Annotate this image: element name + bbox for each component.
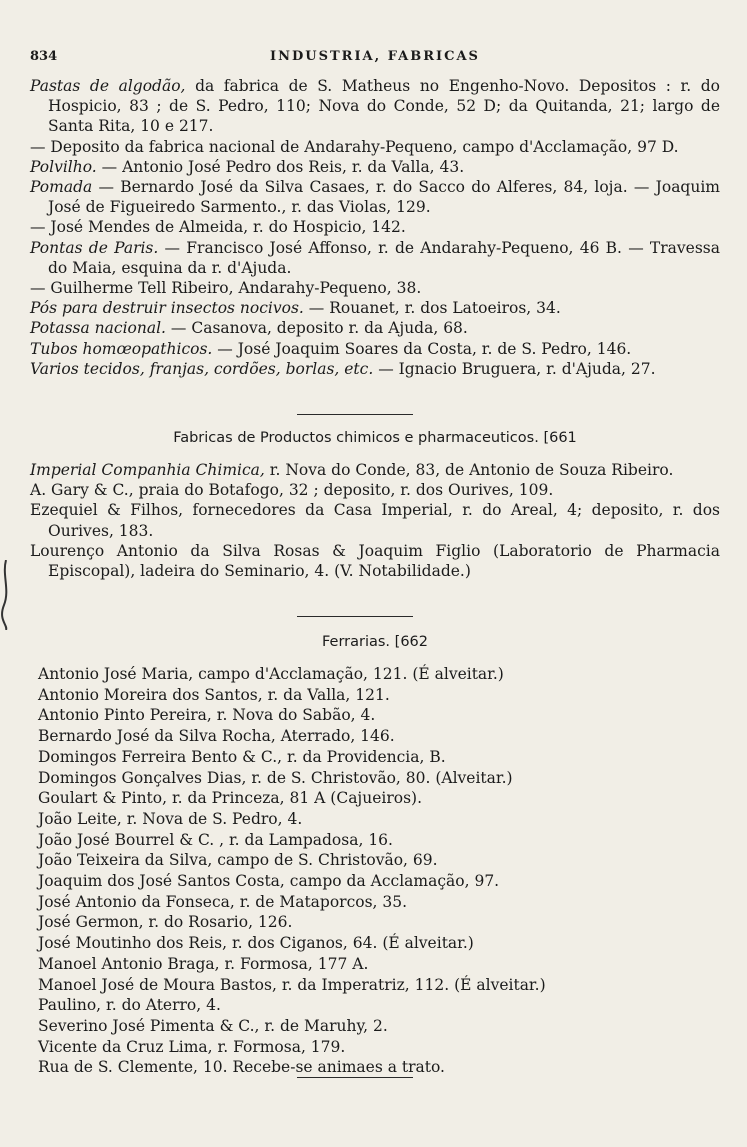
list-item: Bernardo José da Silva Rocha, Aterrado, 146. bbox=[38, 727, 395, 746]
entry-text: — Ignacio Bruguera, r. d'Ajuda, 27. bbox=[373, 359, 656, 378]
entry-text: — José Mendes de Almeida, r. do Hospicio, 142. bbox=[30, 218, 406, 237]
page-number: 834 bbox=[30, 49, 58, 64]
entry-text: — Guilherme Tell Ribeiro, Andarahy-Pequeno, 38. bbox=[30, 279, 422, 298]
running-head bbox=[30, 49, 720, 69]
entry-heading: Polvilho. bbox=[30, 157, 97, 176]
section-divider bbox=[297, 414, 413, 415]
list-item bbox=[30, 480, 720, 500]
list-item bbox=[30, 298, 720, 318]
entry-heading: Pontas de Paris. bbox=[30, 238, 159, 257]
list-item: Antonio Moreira dos Santos, r. da Valla, 121. bbox=[38, 685, 390, 704]
list-item: Vicente da Cruz Lima, r. Formosa, 179. bbox=[38, 1037, 346, 1056]
section-chemical-factories-list bbox=[30, 460, 720, 581]
list-item: Domingos Gonçalves Dias, r. de S. Christovão, 80. (Alveitar.) bbox=[38, 768, 513, 787]
entry-text: — Casanova, deposito r. da Ajuda, 68. bbox=[165, 319, 468, 338]
entry-text: — Deposito da fabrica nacional de Andarahy-Pequeno, campo d'Acclamação, 97 D. bbox=[30, 137, 679, 156]
entry-text: — José Joaquim Soares da Costa, r. de S. Pedro, 146. bbox=[212, 339, 632, 358]
list-item: João Leite, r. Nova de S. Pedro, 4. bbox=[38, 809, 303, 828]
list-item: Antonio Pinto Pereira, r. Nova do Sabão, 4. bbox=[38, 706, 376, 725]
section-divider bbox=[297, 1077, 413, 1078]
list-item: Severino José Pimenta & C., r. de Maruhy, 2. bbox=[38, 1016, 388, 1035]
list-item: Paulino, r. do Aterro, 4. bbox=[38, 996, 221, 1015]
entry-text: da fabrica de S. Matheus no Engenho-Novo. Depositos : r. do Hospicio, 83 ; de S. Pedro, 110; Nova do Conde, 52 D; da Quitanda, 21; largo de Santa Rita, 10 e 217. bbox=[48, 77, 720, 136]
section-title-text: Fabricas de Productos chimicos e pharmaceuticos. bbox=[173, 430, 539, 446]
list-item: Manoel Antonio Braga, r. Formosa, 177 A. bbox=[38, 954, 369, 973]
list-item bbox=[30, 238, 720, 278]
list-item bbox=[30, 460, 720, 480]
list-item bbox=[30, 541, 720, 581]
list-item bbox=[30, 137, 720, 157]
entry-text: — Rouanet, r. dos Latoeiros, 34. bbox=[303, 299, 561, 318]
list-item: José Antonio da Fonseca, r. de Mataporcos, 35. bbox=[38, 892, 408, 911]
list-item: Manoel José de Moura Bastos, r. da Imperatriz, 112. (É alveitar.) bbox=[38, 975, 546, 994]
list-item: Joaquim dos José Santos Costa, campo da Acclamação, 97. bbox=[38, 872, 500, 891]
entry-heading: Pós para destruir insectos nocivos. bbox=[30, 299, 304, 318]
list-item: José Moutinho dos Reis, r. dos Ciganos, 64. (É alveitar.) bbox=[38, 934, 474, 953]
entry-heading: Pomada bbox=[30, 178, 93, 197]
section-number: [661 bbox=[543, 430, 577, 446]
entry-heading: Imperial Companhia Chimica, bbox=[30, 461, 265, 479]
entry-text: r. Nova do Conde, 83, de Antonio de Souza Ribeiro. bbox=[264, 461, 674, 479]
list-item: João José Bourrel & C. , r. da Lampadosa, 16. bbox=[38, 830, 393, 849]
list-item bbox=[30, 339, 720, 359]
entry-heading: Potassa nacional. bbox=[30, 319, 166, 338]
list-item: Domingos Ferreira Bento & C., r. da Providencia, B. bbox=[38, 747, 446, 766]
list-item: João Teixeira da Silva, campo de S. Christovão, 69. bbox=[38, 851, 438, 870]
list-item bbox=[30, 359, 720, 379]
entry-text: A. Gary & C., praia do Botafogo, 32 ; deposito, r. dos Ourives, 109. bbox=[30, 481, 554, 500]
entry-heading: Pastas de algodão, bbox=[30, 77, 186, 95]
section-ferrarias-list bbox=[38, 664, 718, 1078]
running-title: INDUSTRIA, FABRICAS bbox=[270, 49, 480, 64]
section-number: [662 bbox=[394, 634, 428, 650]
list-item bbox=[30, 217, 720, 237]
section-title-chemical-factories bbox=[30, 430, 720, 446]
section-divider bbox=[297, 616, 413, 617]
list-item: Rua de S. Clemente, 10. Recebe-se animaes a trato. bbox=[38, 1058, 445, 1077]
section-listings-p-v bbox=[30, 76, 720, 379]
entry-text: — Antonio José Pedro dos Reis, r. da Valla, 43. bbox=[96, 157, 465, 176]
entry-text: — Francisco José Affonso, r. de Andarahy-Pequeno, 46 B. — Travessa do Maia, esquina da r. d'Ajuda. bbox=[48, 238, 720, 277]
page-edge-mark bbox=[0, 560, 12, 630]
list-item bbox=[30, 177, 720, 217]
entry-text: Ezequiel & Filhos, fornecedores da Casa Imperial, r. do Areal, 4; deposito, r. dos Ourives, 183. bbox=[30, 501, 720, 540]
list-item: José Germon, r. do Rosario, 126. bbox=[38, 913, 293, 932]
list-item: Antonio José Maria, campo d'Acclamação, 121. (É alveitar.) bbox=[38, 665, 504, 683]
list-item bbox=[30, 500, 720, 540]
list-item bbox=[30, 318, 720, 338]
entry-heading: Tubos homœopathicos. bbox=[30, 339, 213, 358]
section-title-ferrarias bbox=[30, 634, 720, 650]
list-item bbox=[30, 157, 720, 177]
section-title-text: Ferrarias. bbox=[321, 634, 391, 650]
list-item bbox=[30, 278, 720, 298]
list-item bbox=[30, 76, 720, 137]
entry-text: Lourenço Antonio da Silva Rosas & Joaquim Figlio (Laboratorio de Pharmacia Episcopal), ladeira do Seminario, 4. (V. Notabilidade.) bbox=[30, 541, 720, 581]
entry-heading: Varios tecidos, franjas, cordões, borlas, etc. bbox=[30, 359, 374, 378]
list-item: Goulart & Pinto, r. da Princeza, 81 A (Cajueiros). bbox=[38, 789, 423, 808]
entry-text: — Bernardo José da Silva Casaes, r. do Sacco do Alferes, 84, loja. — Joaquim José de Figueiredo Sarmento., r. das Violas, 129. bbox=[48, 178, 720, 217]
